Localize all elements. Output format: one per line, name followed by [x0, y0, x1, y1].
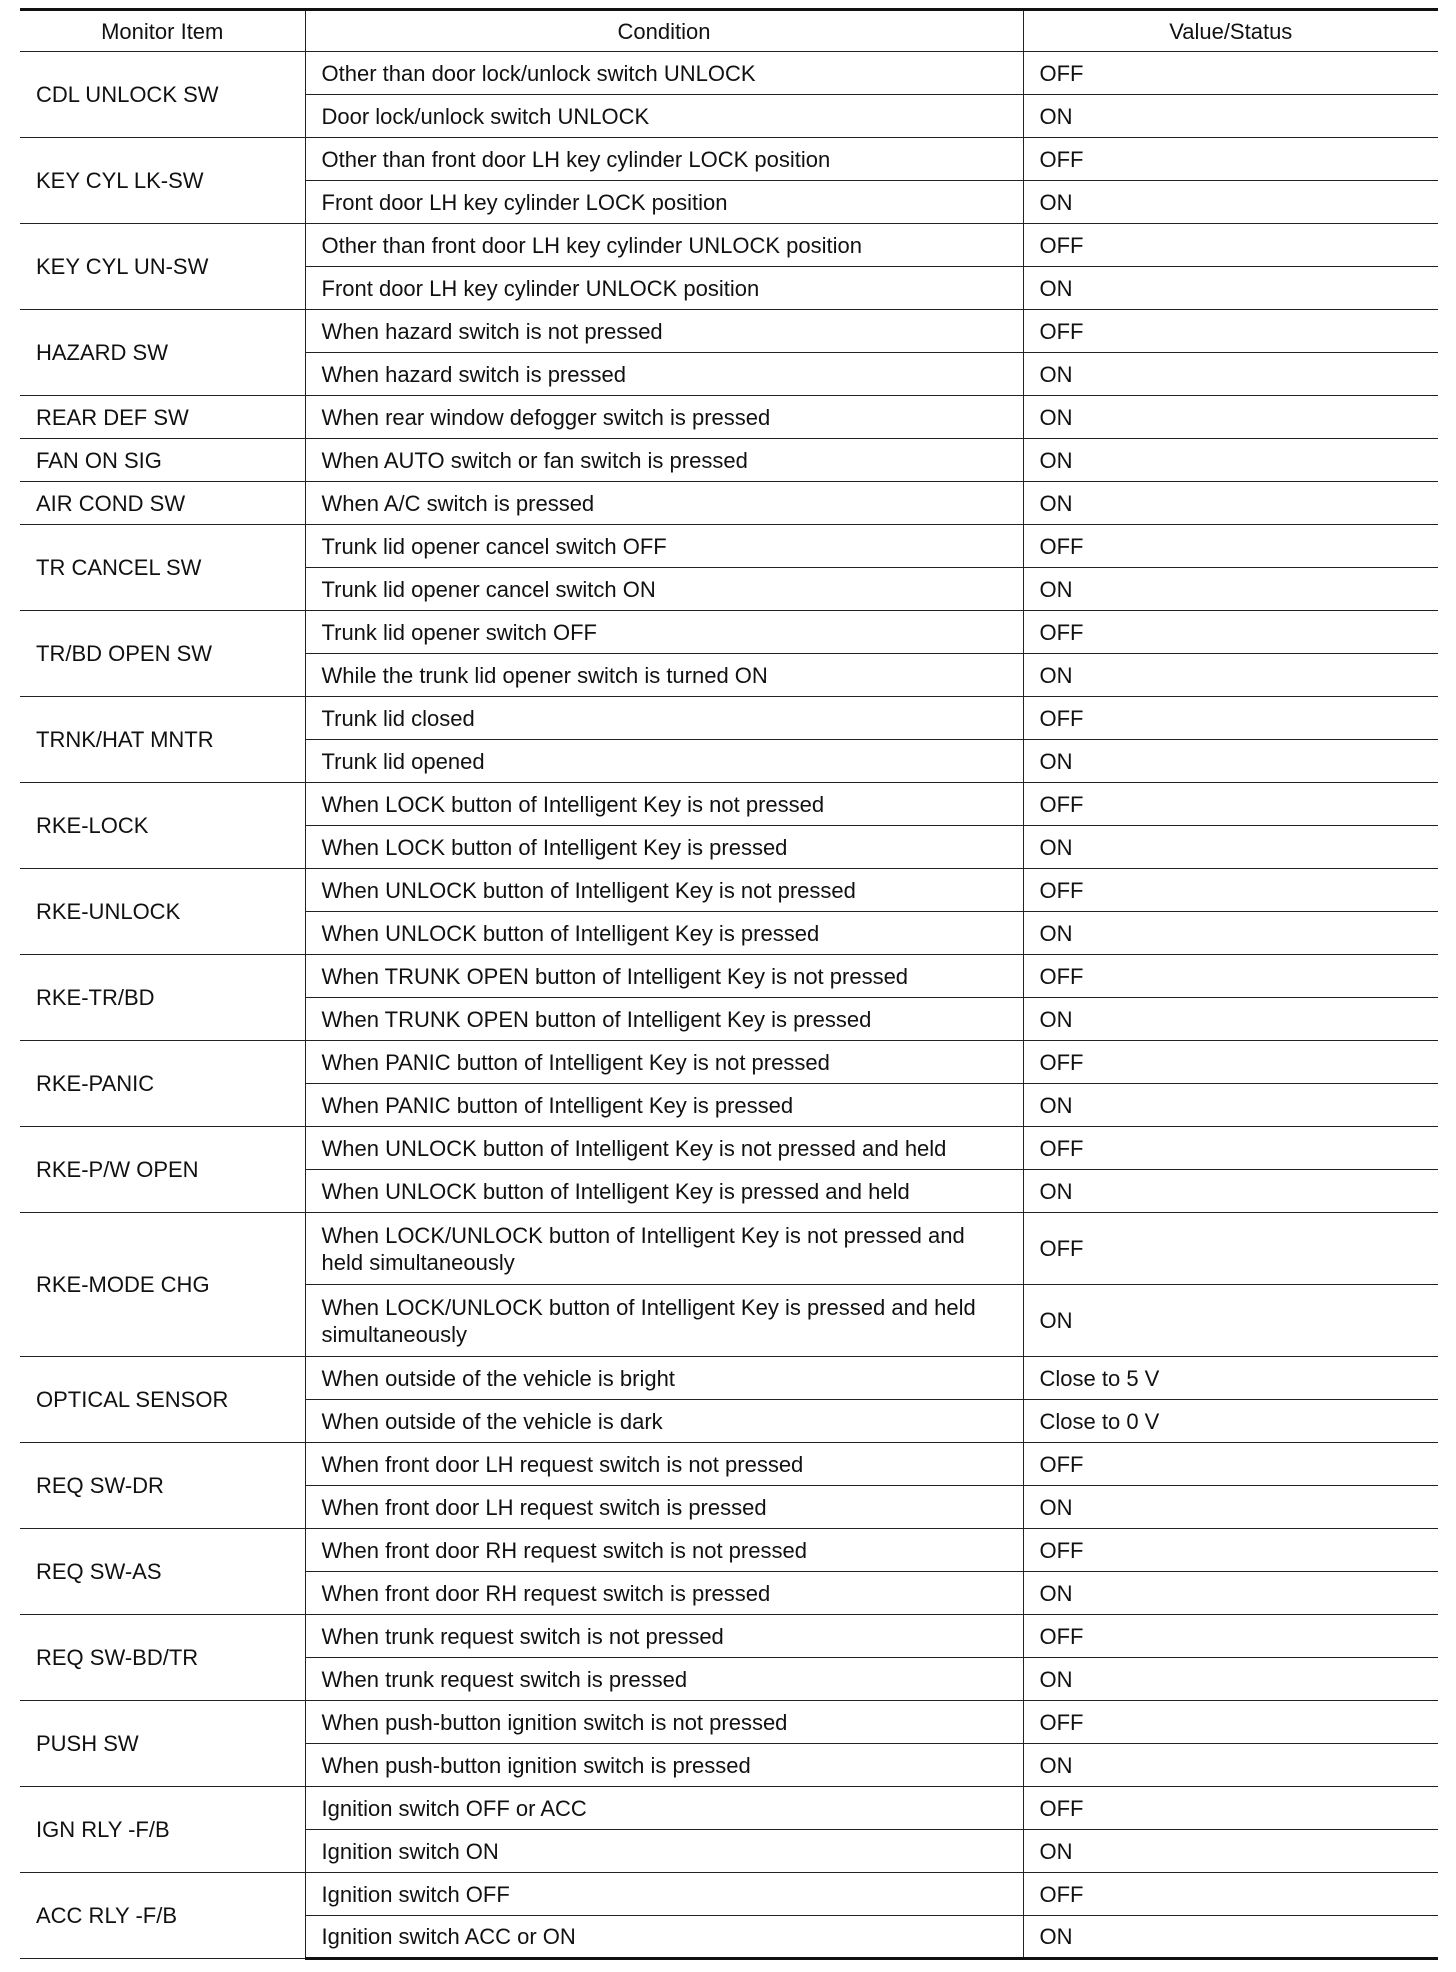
monitor-item-cell: TRNK/HAT MNTR	[20, 697, 305, 783]
header-row	[20, 10, 1438, 52]
condition-cell: When UNLOCK button of Intelligent Key is not pressed	[305, 869, 1023, 912]
condition-cell: Ignition switch OFF	[305, 1873, 1023, 1916]
table-row	[20, 439, 1438, 482]
value-status-cell: ON	[1023, 1084, 1438, 1127]
value-status-cell: Close to 5 V	[1023, 1357, 1438, 1400]
condition-cell: When PANIC button of Intelligent Key is not pressed	[305, 1041, 1023, 1084]
monitor-item-cell: RKE-UNLOCK	[20, 869, 305, 955]
value-status-cell: OFF	[1023, 1529, 1438, 1572]
monitor-item-cell: REQ SW-BD/TR	[20, 1615, 305, 1701]
monitor-item-cell: KEY CYL UN-SW	[20, 224, 305, 310]
value-status-cell: OFF	[1023, 1615, 1438, 1658]
value-status-cell: OFF	[1023, 1787, 1438, 1830]
value-status-cell: ON	[1023, 654, 1438, 697]
condition-cell: Door lock/unlock switch UNLOCK	[305, 95, 1023, 138]
value-status-cell: OFF	[1023, 611, 1438, 654]
table-row	[20, 52, 1438, 95]
condition-cell: Trunk lid opener cancel switch OFF	[305, 525, 1023, 568]
value-status-cell: OFF	[1023, 697, 1438, 740]
monitor-item-cell: RKE-LOCK	[20, 783, 305, 869]
value-status-cell: ON	[1023, 1744, 1438, 1787]
table-row	[20, 611, 1438, 654]
table-row	[20, 1701, 1438, 1744]
condition-cell: When trunk request switch is pressed	[305, 1658, 1023, 1701]
table-row	[20, 1615, 1438, 1658]
table-row	[20, 1873, 1438, 1916]
condition-cell: When UNLOCK button of Intelligent Key is pressed	[305, 912, 1023, 955]
value-status-cell: OFF	[1023, 783, 1438, 826]
monitor-item-cell: RKE-P/W OPEN	[20, 1127, 305, 1213]
value-status-cell: ON	[1023, 181, 1438, 224]
condition-cell: When LOCK button of Intelligent Key is pressed	[305, 826, 1023, 869]
value-status-cell: ON	[1023, 1916, 1438, 1959]
table-row	[20, 138, 1438, 181]
condition-cell: When outside of the vehicle is bright	[305, 1357, 1023, 1400]
header-monitor-item: Monitor Item	[20, 10, 305, 52]
condition-cell: When push-button ignition switch is not pressed	[305, 1701, 1023, 1744]
monitor-item-cell: TR/BD OPEN SW	[20, 611, 305, 697]
condition-cell: Front door LH key cylinder UNLOCK position	[305, 267, 1023, 310]
condition-cell: While the trunk lid opener switch is turned ON	[305, 654, 1023, 697]
table-row	[20, 1787, 1438, 1830]
monitor-item-cell: RKE-PANIC	[20, 1041, 305, 1127]
value-status-cell: ON	[1023, 482, 1438, 525]
table-row	[20, 1213, 1438, 1285]
condition-cell: Front door LH key cylinder LOCK position	[305, 181, 1023, 224]
table-body	[20, 52, 1438, 1959]
value-status-cell: ON	[1023, 1285, 1438, 1357]
monitor-item-cell: KEY CYL LK-SW	[20, 138, 305, 224]
value-status-cell: ON	[1023, 1486, 1438, 1529]
monitor-item-cell: REQ SW-AS	[20, 1529, 305, 1615]
value-status-cell: OFF	[1023, 138, 1438, 181]
condition-cell: When A/C switch is pressed	[305, 482, 1023, 525]
value-status-cell: ON	[1023, 912, 1438, 955]
monitor-item-cell: AIR COND SW	[20, 482, 305, 525]
condition-cell: When LOCK/UNLOCK button of Intelligent Key is not pressed and held simultaneously	[305, 1213, 1023, 1285]
condition-cell: Trunk lid opened	[305, 740, 1023, 783]
value-status-cell: OFF	[1023, 1213, 1438, 1285]
table-row	[20, 482, 1438, 525]
monitor-item-cell: REAR DEF SW	[20, 396, 305, 439]
condition-cell: Other than door lock/unlock switch UNLOCK	[305, 52, 1023, 95]
value-status-cell: ON	[1023, 267, 1438, 310]
table-row	[20, 1357, 1438, 1400]
table-row	[20, 310, 1438, 353]
condition-cell: Ignition switch ON	[305, 1830, 1023, 1873]
value-status-cell: OFF	[1023, 1127, 1438, 1170]
condition-cell: When front door RH request switch is not pressed	[305, 1529, 1023, 1572]
monitor-item-cell: PUSH SW	[20, 1701, 305, 1787]
condition-cell: When TRUNK OPEN button of Intelligent Key is pressed	[305, 998, 1023, 1041]
condition-cell: When UNLOCK button of Intelligent Key is pressed and held	[305, 1170, 1023, 1213]
value-status-cell: ON	[1023, 95, 1438, 138]
value-status-cell: ON	[1023, 1830, 1438, 1873]
table-row	[20, 1443, 1438, 1486]
monitor-item-cell: FAN ON SIG	[20, 439, 305, 482]
condition-cell: Ignition switch ACC or ON	[305, 1916, 1023, 1959]
condition-cell: When LOCK/UNLOCK button of Intelligent Key is pressed and held simultaneously	[305, 1285, 1023, 1357]
condition-cell: Trunk lid closed	[305, 697, 1023, 740]
condition-cell: When outside of the vehicle is dark	[305, 1400, 1023, 1443]
value-status-cell: ON	[1023, 826, 1438, 869]
condition-cell: When LOCK button of Intelligent Key is not pressed	[305, 783, 1023, 826]
monitor-item-cell: CDL UNLOCK SW	[20, 52, 305, 138]
table-row	[20, 697, 1438, 740]
condition-cell: When PANIC button of Intelligent Key is pressed	[305, 1084, 1023, 1127]
condition-cell: When TRUNK OPEN button of Intelligent Key is not pressed	[305, 955, 1023, 998]
condition-cell: When front door RH request switch is pressed	[305, 1572, 1023, 1615]
table-row	[20, 1127, 1438, 1170]
condition-cell: When push-button ignition switch is pressed	[305, 1744, 1023, 1787]
value-status-cell: ON	[1023, 740, 1438, 783]
value-status-cell: OFF	[1023, 1873, 1438, 1916]
monitor-item-cell: RKE-MODE CHG	[20, 1213, 305, 1357]
condition-cell: When trunk request switch is not pressed	[305, 1615, 1023, 1658]
condition-cell: When hazard switch is pressed	[305, 353, 1023, 396]
value-status-cell: OFF	[1023, 224, 1438, 267]
value-status-cell: ON	[1023, 1170, 1438, 1213]
table-row	[20, 869, 1438, 912]
value-status-cell: OFF	[1023, 52, 1438, 95]
condition-cell: When hazard switch is not pressed	[305, 310, 1023, 353]
value-status-cell: OFF	[1023, 1443, 1438, 1486]
value-status-cell: OFF	[1023, 310, 1438, 353]
table-row	[20, 783, 1438, 826]
value-status-cell: ON	[1023, 439, 1438, 482]
value-status-cell: ON	[1023, 353, 1438, 396]
table-row	[20, 955, 1438, 998]
value-status-cell: ON	[1023, 568, 1438, 611]
condition-cell: Other than front door LH key cylinder UNLOCK position	[305, 224, 1023, 267]
value-status-cell: ON	[1023, 998, 1438, 1041]
table-row	[20, 396, 1438, 439]
value-status-cell: ON	[1023, 1658, 1438, 1701]
value-status-cell: OFF	[1023, 1041, 1438, 1084]
monitor-item-cell: HAZARD SW	[20, 310, 305, 396]
condition-cell: When UNLOCK button of Intelligent Key is not pressed and held	[305, 1127, 1023, 1170]
value-status-cell: Close to 0 V	[1023, 1400, 1438, 1443]
condition-cell: Trunk lid opener cancel switch ON	[305, 568, 1023, 611]
table-row	[20, 1529, 1438, 1572]
condition-cell: Other than front door LH key cylinder LOCK position	[305, 138, 1023, 181]
value-status-cell: ON	[1023, 396, 1438, 439]
value-status-cell: OFF	[1023, 955, 1438, 998]
table-row	[20, 1041, 1438, 1084]
value-status-cell: OFF	[1023, 525, 1438, 568]
header-condition: Condition	[305, 10, 1023, 52]
condition-cell: Trunk lid opener switch OFF	[305, 611, 1023, 654]
table-row	[20, 525, 1438, 568]
condition-cell: When front door LH request switch is pressed	[305, 1486, 1023, 1529]
monitor-item-cell: OPTICAL SENSOR	[20, 1357, 305, 1443]
monitor-item-cell: TR CANCEL SW	[20, 525, 305, 611]
value-status-cell: OFF	[1023, 869, 1438, 912]
value-status-cell: OFF	[1023, 1701, 1438, 1744]
monitor-item-cell: RKE-TR/BD	[20, 955, 305, 1041]
value-status-cell: ON	[1023, 1572, 1438, 1615]
condition-cell: When rear window defogger switch is pressed	[305, 396, 1023, 439]
monitor-item-cell: ACC RLY -F/B	[20, 1873, 305, 1959]
table-row	[20, 224, 1438, 267]
header-value-status: Value/Status	[1023, 10, 1438, 52]
condition-cell: When AUTO switch or fan switch is pressed	[305, 439, 1023, 482]
monitor-item-cell: IGN RLY -F/B	[20, 1787, 305, 1873]
condition-cell: Ignition switch OFF or ACC	[305, 1787, 1023, 1830]
monitor-table	[20, 8, 1438, 1960]
condition-cell: When front door LH request switch is not pressed	[305, 1443, 1023, 1486]
monitor-item-cell: REQ SW-DR	[20, 1443, 305, 1529]
